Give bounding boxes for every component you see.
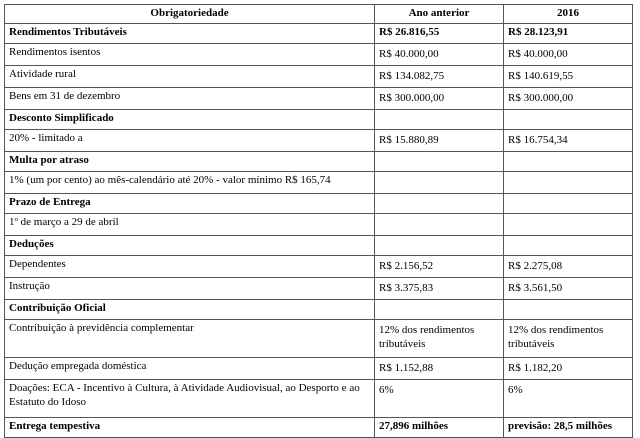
table-row	[5, 44, 633, 66]
section-row	[5, 110, 633, 130]
section-row	[5, 152, 633, 172]
row-label: Instrução	[5, 278, 375, 300]
row-value-previous-year: R$ 134.082,75	[375, 66, 504, 88]
table-row	[5, 88, 633, 110]
header-row	[5, 5, 633, 24]
row-value-2016: R$ 140.619,55	[504, 66, 633, 88]
row-label: Atividade rural	[5, 66, 375, 88]
row-value-previous-year: 27,896 milhões	[375, 418, 504, 438]
table-row	[5, 256, 633, 278]
tax-obligations-table	[4, 4, 633, 438]
section-row	[5, 236, 633, 256]
row-value-2016: previsão: 28,5 milhões	[504, 418, 633, 438]
table-row	[5, 130, 633, 152]
row-value-previous-year	[375, 152, 504, 172]
row-value-previous-year	[375, 300, 504, 320]
row-value-2016: 6%	[504, 380, 633, 418]
section-row	[5, 418, 633, 438]
row-label: Dedução empregada doméstica	[5, 358, 375, 380]
row-value-previous-year: 12% dos rendimentos tributáveis	[375, 320, 504, 358]
row-value-previous-year	[375, 236, 504, 256]
row-value-2016: R$ 1.182,20	[504, 358, 633, 380]
section-row	[5, 300, 633, 320]
row-label: Rendimentos Tributáveis	[5, 24, 375, 44]
row-label: Deduções	[5, 236, 375, 256]
row-value-previous-year: R$ 26.816,55	[375, 24, 504, 44]
header-obrigatoriedade: Obrigatoriedade	[5, 5, 375, 24]
row-label: Multa por atraso	[5, 152, 375, 172]
row-value-previous-year	[375, 110, 504, 130]
row-label: 1% (um por cento) ao mês-calendário até 20% - valor mínimo R$ 165,74	[5, 172, 375, 194]
row-label: 20% - limitado a	[5, 130, 375, 152]
row-value-2016: R$ 16.754,34	[504, 130, 633, 152]
row-label: Dependentes	[5, 256, 375, 278]
row-label: Contribuição Oficial	[5, 300, 375, 320]
row-value-previous-year	[375, 214, 504, 236]
row-label: Contribuição à previdência complementar	[5, 320, 375, 358]
table-body	[5, 24, 633, 438]
row-label: Entrega tempestiva	[5, 418, 375, 438]
row-label: Prazo de Entrega	[5, 194, 375, 214]
row-value-2016	[504, 110, 633, 130]
row-value-previous-year: 6%	[375, 380, 504, 418]
table-row	[5, 358, 633, 380]
row-value-previous-year: R$ 15.880,89	[375, 130, 504, 152]
row-label: Rendimentos isentos	[5, 44, 375, 66]
row-value-2016: R$ 40.000,00	[504, 44, 633, 66]
row-label: Bens em 31 de dezembro	[5, 88, 375, 110]
row-value-2016	[504, 236, 633, 256]
section-row	[5, 194, 633, 214]
table-row	[5, 214, 633, 236]
row-value-previous-year: R$ 1.152,88	[375, 358, 504, 380]
row-value-previous-year	[375, 172, 504, 194]
row-value-2016	[504, 214, 633, 236]
row-value-previous-year: R$ 300.000,00	[375, 88, 504, 110]
row-label: 1º de março a 29 de abril	[5, 214, 375, 236]
header-ano-anterior: Ano anterior	[375, 5, 504, 24]
table-row	[5, 172, 633, 194]
row-value-2016: 12% dos rendimentos tributáveis	[504, 320, 633, 358]
row-value-2016	[504, 152, 633, 172]
row-value-2016: R$ 300.000,00	[504, 88, 633, 110]
row-value-previous-year: R$ 2.156,52	[375, 256, 504, 278]
row-value-2016: R$ 3.561,50	[504, 278, 633, 300]
row-label: Doações: ECA - Incentivo à Cultura, à Atividade Audiovisual, ao Desporto e ao Estatuto do Idoso	[5, 380, 375, 418]
row-value-previous-year: R$ 40.000,00	[375, 44, 504, 66]
header-2016: 2016	[504, 5, 633, 24]
table-row	[5, 278, 633, 300]
row-value-2016	[504, 172, 633, 194]
section-row	[5, 24, 633, 44]
row-value-2016	[504, 300, 633, 320]
row-label: Desconto Simplificado	[5, 110, 375, 130]
row-value-previous-year: R$ 3.375,83	[375, 278, 504, 300]
row-value-previous-year	[375, 194, 504, 214]
row-value-2016: R$ 28.123,91	[504, 24, 633, 44]
table-row	[5, 320, 633, 358]
table-row	[5, 66, 633, 88]
row-value-2016	[504, 194, 633, 214]
row-value-2016: R$ 2.275,08	[504, 256, 633, 278]
